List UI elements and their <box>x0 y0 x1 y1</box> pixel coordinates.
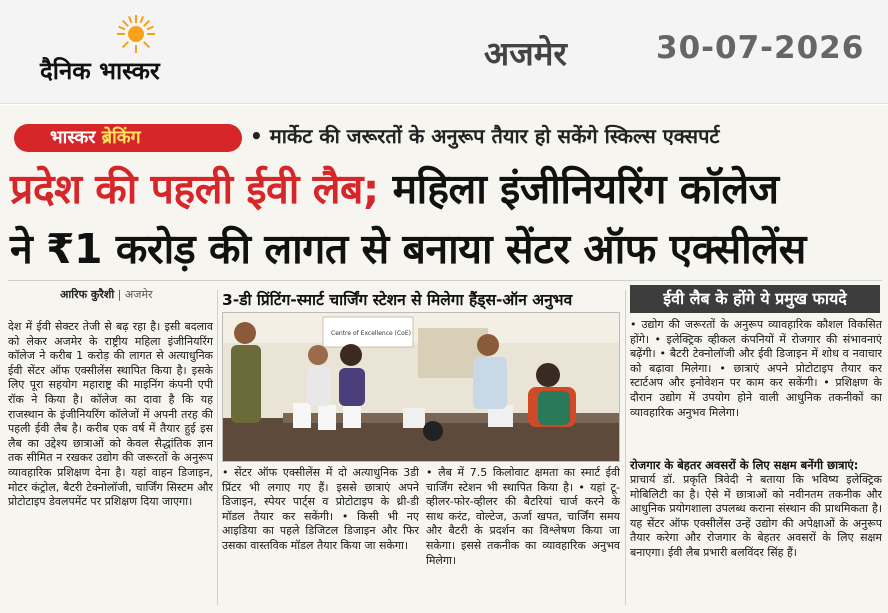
logo-text: दैनिक भास्कर <box>40 57 160 85</box>
article-column-1: देश में ईवी सेक्टर तेजी से बढ़ रहा है। इसी बदलाव को लेकर अजमेर के राष्ट्रीय महिला इंजीनियरिंग कॉलेज ने करीब 1 करोड़ की लागत से अत्याधुनिक ईवी सेंटर ऑफ एक्सीलेंस स्थापित किया है। इसके लिए पूरा सहयोग महाराष्ट्र की माइनिंग कंपनी एपी रॉक ने किया है। कॉलेज का दावा है कि यह राजस्थान के इंजीनियरिंग कॉलेजों में अपनी तरह की पहली ईवी लैब है। करीब एक वर्ष में तैयार हुई इस लैब का उद्देश्य छात्राओं को केवल सैद्धांतिक ज्ञान तक सीमित न रखकर उद्योग की जरूरतों के अनुरूप व्यावहारिक प्रशिक्षण देना है। यहां वाहन डिजाइन, मोटर कंट्रोल, बैटरी टेक्नोलॉजी, चार्जिंग सिस्टम और प्रोटोटाइप डेवलपमेंट पर प्रशिक्षण दिया जाएगा। <box>8 320 213 509</box>
headline-line-2: ने ₹1 करोड़ की लागत से बनाया सेंटर ऑफ एक्सीलेंस <box>10 225 806 273</box>
headline-red: प्रदेश की पहली ईवी लैब; <box>10 165 379 213</box>
subheadline: • मार्केट की जरूरतों के अनुरूप तैयार हो सकेंगे स्किल्स एक्सपर्ट <box>250 124 720 148</box>
byline-name: आरिफ कुरैशी <box>60 288 115 301</box>
breaking-tag-part1: भास्कर <box>50 127 96 148</box>
benefits-list: • उद्योग की जरूरतों के अनुरूप व्यावहारिक कौशल विकसित होंगे। • इलेक्ट्रिक व्हीकल कंपनियों में रोजगार की संभावनाएं बढ़ेंगी। • बैटरी टेक्नोलॉजी और ईवी डिजाइन में शोध व नवाचार को बढ़ावा मिलेगा। • छात्राएं अपने प्रोटोटाइप तैयार कर स्टार्टअप और इनोवेशन पर काम कर सकेंगी। • प्रशिक्षण के दौरान उद्योग में उपयोग होने वाली आधुनिक तकनीकों का व्यावहारिक अनुभव मिलेगा। <box>630 318 882 419</box>
edition-date: 30-07-2026 <box>656 30 865 66</box>
benefits-heading: ईवी लैब के होंगे ये प्रमुख फायदे <box>630 285 880 313</box>
breaking-tag <box>14 124 242 152</box>
newspaper-logo <box>40 14 220 84</box>
lab-sign-text: Centre of Excellence (CoE) <box>331 330 411 337</box>
masthead <box>0 0 888 104</box>
edition-city: अजमेर <box>484 34 567 73</box>
column-divider <box>217 290 218 605</box>
byline-city: | अजमेर <box>114 288 153 301</box>
column-divider <box>625 290 626 605</box>
headline-line-1 <box>10 160 779 216</box>
breaking-tag-part2: ब्रेकिंग <box>101 127 141 148</box>
article-column-2: • सेंटर ऑफ एक्सीलेंस में दो अत्याधुनिक 3डी प्रिंटर भी लगाए गए हैं। इससे छात्राएं अपने डिजाइन, स्पेयर पार्ट्स व प्रोटोटाइप के थ्री-डी मॉडल तैयार कर सकेंगी। • किसी भी नए आइडिया का पहले डिजिटल डिजाइन और फिर उसका वास्तविक मॉडल तैयार किया जा सकेगा। <box>222 466 419 552</box>
lab-photo-illustration <box>223 313 620 462</box>
lab-photo <box>222 312 620 462</box>
headline-line1-rest: महिला इंजीनियरिंग कॉलेज <box>378 165 779 213</box>
photo-caption: 3-डी प्रिंटिंग-स्मार्ट चार्जिंग स्टेशन से मिलेगा हैंड्स-ऑन अनुभव <box>222 291 573 309</box>
byline <box>60 287 153 302</box>
employment-text: प्राचार्य डॉ. प्रकृति त्रिवेदी ने बताया कि भविष्य इलेक्ट्रिक मोबिलिटी का है। ऐसे में छात्राओं को नवीनतम तकनीक और आधुनिक प्रयोगशाला उपलब्ध कराना संस्थान की प्राथमिकता है। यह सेंटर ऑफ एक्सीलेंस उन्हें उद्योग की अपेक्षाओं के अनुरूप तैयार करेगा और रोजगार के बेहतर अवसरों के लिए सक्षम बनाएगा। ईवी लैब प्रभारी बलविंदर सिंह हैं। <box>630 473 882 559</box>
divider <box>8 280 882 281</box>
employment-subheading: रोजगार के बेहतर अवसरों के लिए सक्षम बनेंगी छात्राएं: <box>630 458 859 472</box>
sun-icon <box>116 14 156 54</box>
article-column-3: • लैब में 7.5 किलोवाट क्षमता का स्मार्ट ईवी चार्जिंग स्टेशन भी स्थापित किया है। • यहां टू-व्हीलर-फोर-व्हीलर की बैटरियां चार्ज करने के साथ करंट, वोल्टेज, ऊर्जा खपत, चार्जिंग समय और बैटरी के प्रदर्शन का विश्लेषण किया जा सकेगा। इससे तकनीक का व्यावहारिक अनुभव मिलेगा। <box>426 466 620 567</box>
